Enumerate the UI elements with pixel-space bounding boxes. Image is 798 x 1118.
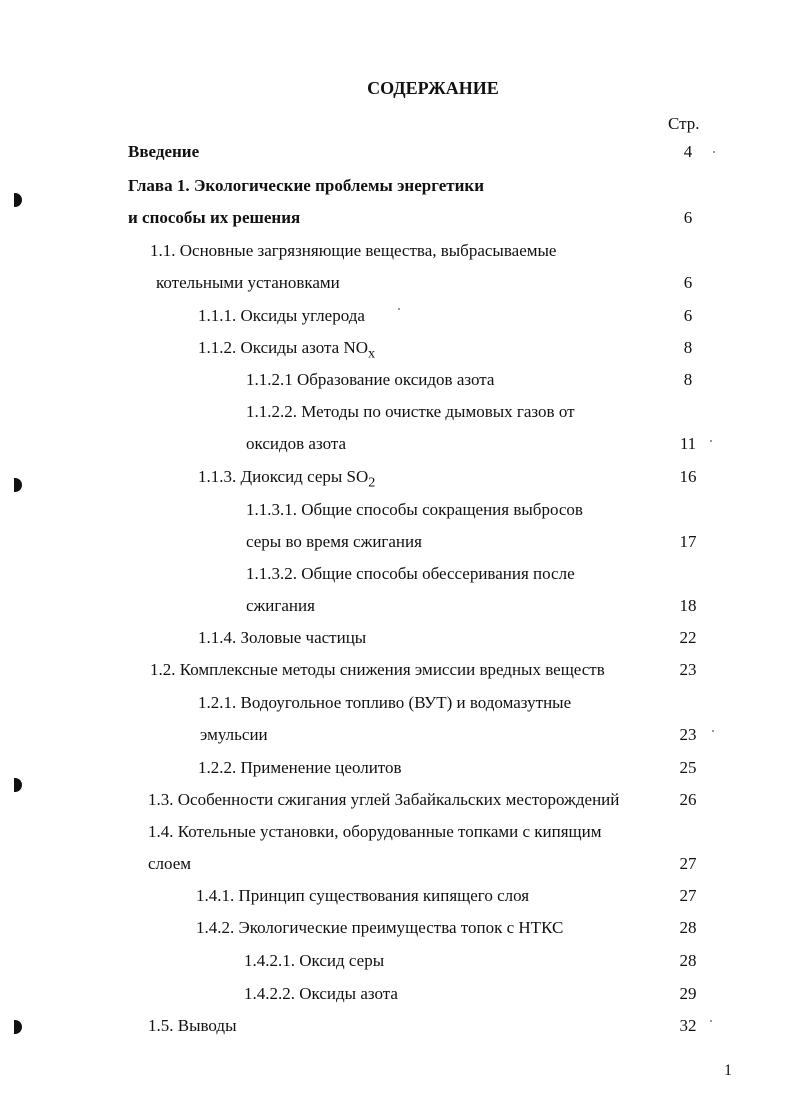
- toc-entry-text: 1.1.3.1. Общие способы сокращения выбросов: [246, 500, 583, 519]
- toc-entry-text: 1.1.4. Золовые частицы: [198, 628, 367, 647]
- toc-entry: [0, 594, 798, 618]
- toc-entry-text: 1.2.1. Водоугольное топливо (ВУТ) и водомазутные: [198, 693, 572, 712]
- scan-speck: [710, 1020, 712, 1022]
- toc-entry-text: [198, 336, 375, 365]
- toc-entry-page: 29: [679, 984, 697, 1003]
- binder-hole: [14, 478, 22, 492]
- page-title: СОДЕРЖАНИЕ: [367, 78, 499, 98]
- toc-entry-page: 23: [679, 725, 697, 744]
- toc-entry: [0, 239, 798, 263]
- toc-entry-text: эмульсии: [200, 725, 268, 744]
- toc-entry: [0, 884, 798, 908]
- toc-entry-text: сжигания: [246, 596, 315, 615]
- toc-entry-text: 1.3. Особенности сжигания углей Забайкальских месторождений: [148, 790, 620, 809]
- toc-entry: [0, 206, 798, 230]
- toc-entry: [0, 949, 798, 973]
- toc-entry-page: 26: [679, 790, 697, 809]
- toc-entry: [0, 400, 798, 424]
- toc-entry: [0, 530, 798, 554]
- toc-entry-text: 1.4. Котельные установки, оборудованные топками с кипящим: [148, 822, 602, 841]
- toc-entry: [0, 271, 798, 295]
- toc-entry-text: 1.4.2.1. Оксид серы: [244, 951, 385, 970]
- toc-entry-text: 1.4.1. Принцип существования кипящего слоя: [196, 886, 530, 905]
- toc-entry: [0, 1014, 798, 1038]
- binder-hole: [14, 193, 22, 207]
- toc-entry-page: 28: [679, 951, 697, 970]
- page-column-label: Стр.: [668, 114, 700, 133]
- toc-entry: [0, 916, 798, 940]
- toc-entry-page: 32: [679, 1016, 697, 1035]
- toc-entry: [0, 562, 798, 586]
- toc-entry: [0, 788, 798, 812]
- scan-speck: [712, 730, 714, 732]
- toc-entry-subscript: x: [368, 345, 376, 362]
- toc-entry: [0, 465, 798, 489]
- toc-entry-text: 1.1. Основные загрязняющие вещества, выбрасываемые: [150, 241, 557, 260]
- toc-entry-page: 17: [679, 532, 697, 551]
- toc-entry-text: [198, 465, 375, 494]
- toc-entry: [0, 852, 798, 876]
- toc-entry: [0, 336, 798, 360]
- toc-entry: [0, 982, 798, 1006]
- toc-entry-main: 1.1.3. Диоксид серы SO: [198, 467, 369, 486]
- toc-entry-text: 1.1.2.1 Образование оксидов азота: [246, 370, 495, 389]
- toc-entry-text: 1.2. Комплексные методы снижения эмиссии вредных веществ: [150, 660, 605, 679]
- toc-entry-text: оксидов азота: [246, 434, 347, 453]
- toc-entry: [0, 432, 798, 456]
- toc-entry-text: котельными установками: [156, 273, 340, 292]
- toc-entry-page: 11: [679, 434, 697, 453]
- toc-entry-subscript: 2: [368, 474, 376, 491]
- toc-entry: [0, 174, 798, 198]
- toc-entry-page: 23: [679, 660, 697, 679]
- toc-entry: [0, 658, 798, 682]
- toc-entry-page: 27: [679, 886, 697, 905]
- toc-entry-page: 6: [683, 208, 693, 227]
- toc-entry: [0, 368, 798, 392]
- toc-entry: [0, 140, 798, 164]
- toc-entry-text: 1.4.2. Экологические преимущества топок с НТКС: [196, 918, 564, 937]
- scan-speck: [710, 440, 712, 442]
- toc-entry-page: 28: [679, 918, 697, 937]
- toc-entry-page: 16: [679, 467, 697, 486]
- toc-entry: [0, 820, 798, 844]
- scan-speck: [713, 151, 715, 153]
- scan-speck: [398, 308, 400, 310]
- toc-entry: [0, 723, 798, 747]
- toc-entry: [0, 498, 798, 522]
- toc-entry-page: 8: [683, 338, 693, 357]
- toc-entry-text: 1.2.2. Применение цеолитов: [198, 758, 402, 777]
- toc-entry-page: 8: [683, 370, 693, 389]
- toc-entry: [0, 626, 798, 650]
- toc-entry-page: 4: [683, 142, 693, 161]
- toc-entry-page: 25: [679, 758, 697, 777]
- toc-entry: [0, 691, 798, 715]
- toc-entry-text: 1.1.2.2. Методы по очистке дымовых газов от: [246, 402, 575, 421]
- toc-entry-text: Глава 1. Экологические проблемы энергетики: [128, 176, 484, 195]
- toc-entry-text: 1.4.2.2. Оксиды азота: [244, 984, 398, 1003]
- toc-entry-text: слоем: [148, 854, 192, 873]
- page-number: 1: [724, 1062, 732, 1079]
- toc-entry-page: 6: [683, 306, 693, 325]
- toc-entry-main: 1.1.2. Оксиды азота NO: [198, 338, 368, 357]
- toc-entry-page: 18: [679, 596, 697, 615]
- toc-entry-page: 6: [683, 273, 693, 292]
- toc-entry-text: 1.1.1. Оксиды углерода: [198, 306, 365, 325]
- toc-entry: [0, 756, 798, 780]
- toc-entry-text: серы во время сжигания: [246, 532, 422, 551]
- toc-entry-text: 1.5. Выводы: [148, 1016, 237, 1035]
- toc-entry-text: 1.1.3.2. Общие способы обессеривания после: [246, 564, 575, 583]
- toc-entry-page: 27: [679, 854, 697, 873]
- toc-entry-text: Введение: [128, 142, 200, 161]
- toc-entry-text: и способы их решения: [128, 208, 301, 227]
- toc-entry-page: 22: [679, 628, 697, 647]
